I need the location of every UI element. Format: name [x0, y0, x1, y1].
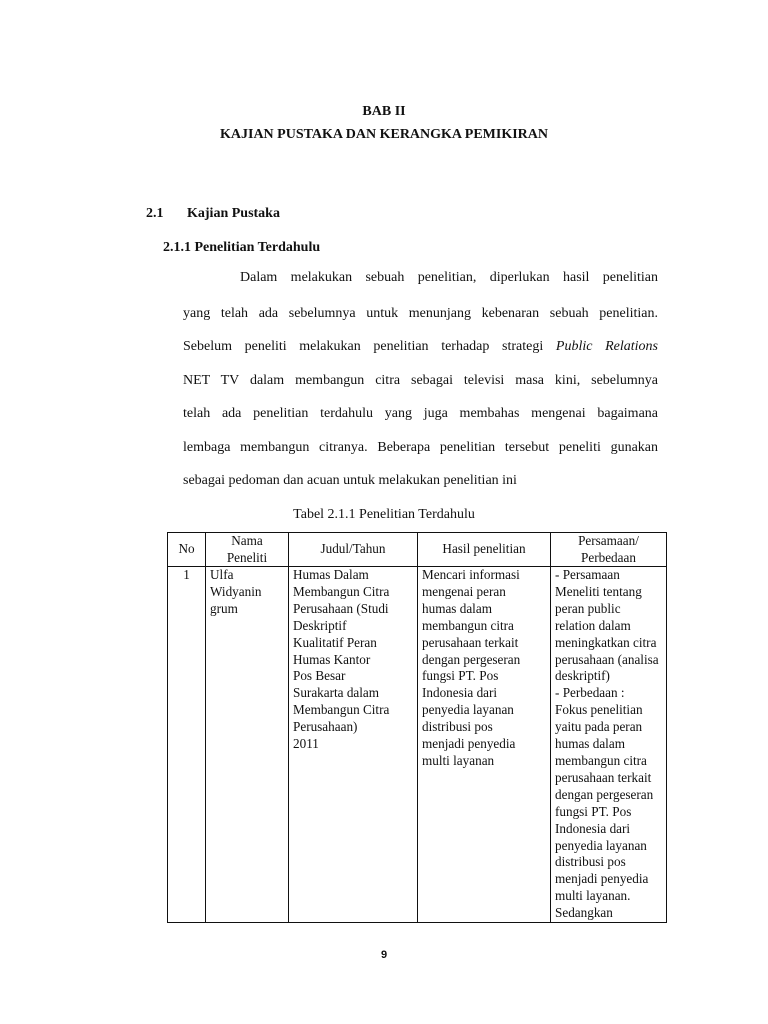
cell-line: perusahaan (analisa: [555, 651, 659, 667]
cell-line: multi layanan: [422, 752, 495, 768]
paragraph-line-text: Sebelum peneliti melakukan penelitian terhadap strategi: [183, 339, 544, 354]
paragraph-line: lembaga membangun citranya. Beberapa penelitian tersebut peneliti gunakan: [183, 440, 658, 455]
cell-line: Membangun Citra: [293, 583, 390, 599]
cell-line: multi layanan.: [555, 888, 631, 904]
paragraph-line: [183, 339, 658, 355]
header-line: Nama: [231, 533, 263, 548]
cell-line: mengenai peran: [422, 583, 506, 599]
header-persamaan-perbedaan: [551, 533, 667, 567]
cell-line: grum: [210, 600, 238, 616]
paragraph-line: Dalam melakukan sebuah penelitian, diperlukan hasil penelitian: [240, 270, 658, 285]
cell-line: perusahaan terkait: [422, 634, 519, 650]
cell-nama-peneliti: [206, 567, 289, 923]
cell-line: fungsi PT. Pos: [555, 803, 632, 819]
cell-line: peran public: [555, 600, 621, 616]
cell-line: menjadi penyedia: [422, 736, 516, 752]
cell-line: Mencari informasi: [422, 567, 520, 582]
table-row: [168, 567, 667, 923]
cell-no: 1: [168, 567, 206, 923]
cell-line: Deskriptif: [293, 617, 347, 633]
cell-line: penyedia layanan: [555, 837, 647, 853]
paragraph-line: telah ada penelitian terdahulu yang juga membahas mengenai bagaimana: [183, 406, 658, 421]
cell-line: dengan pergeseran: [422, 651, 521, 667]
paragraph-line: NET TV dalam membangun citra sebagai televisi masa kini, sebelumnya: [183, 373, 658, 388]
research-table: [167, 532, 667, 923]
header-line: Perbedaan: [581, 549, 636, 565]
cell-line: Humas Dalam: [293, 567, 369, 582]
cell-line: menjadi penyedia: [555, 871, 649, 887]
cell-line: distribusi pos: [555, 854, 626, 870]
cell-line: Indonesia dari: [555, 820, 631, 836]
chapter-label: BAB II: [362, 104, 406, 119]
header-hasil-penelitian: Hasil penelitian: [418, 533, 551, 567]
subsection-title: 2.1.1 Penelitian Terdahulu: [163, 240, 321, 255]
cell-line: 2011: [293, 736, 319, 752]
cell-line: humas dalam: [555, 736, 625, 752]
cell-line: penyedia layanan: [422, 702, 514, 718]
cell-line: deskriptif): [555, 668, 610, 684]
cell-line: Sedangkan: [555, 905, 613, 921]
cell-line: Fokus penelitian: [555, 702, 643, 718]
cell-line: Perusahaan (Studi: [293, 600, 389, 616]
cell-line: perusahaan terkait: [555, 769, 652, 785]
header-judul-tahun: Judul/Tahun: [289, 533, 418, 567]
header-line: Persamaan/: [578, 533, 639, 548]
cell-line: Perusahaan): [293, 719, 358, 735]
cell-line: Indonesia dari: [422, 685, 498, 701]
table-caption: Tabel 2.1.1 Penelitian Terdahulu: [293, 507, 475, 522]
cell-line: Surakarta dalam: [293, 685, 380, 701]
cell-line: - Perbedaan :: [555, 685, 625, 701]
cell-line: Humas Kantor: [293, 651, 371, 667]
cell-line: relation dalam: [555, 617, 631, 633]
cell-line: Ulfa: [210, 567, 234, 582]
cell-line: Meneliti tentang: [555, 583, 642, 599]
section-title: Kajian Pustaka: [187, 206, 280, 221]
section-number: 2.1: [146, 206, 164, 221]
header-no: No: [168, 533, 206, 567]
cell-line: Membangun Citra: [293, 702, 390, 718]
header-nama-peneliti: [206, 533, 289, 567]
cell-judul-tahun: [289, 567, 418, 923]
cell-line: - Persamaan: [555, 567, 620, 582]
cell-line: dengan pergeseran: [555, 786, 654, 802]
cell-line: Widyanin: [210, 583, 262, 599]
italic-phrase: Public Relations: [555, 339, 658, 354]
cell-line: yaitu pada peran: [555, 719, 643, 735]
chapter-title: KAJIAN PUSTAKA DAN KERANGKA PEMIKIRAN: [220, 127, 548, 142]
cell-line: fungsi PT. Pos: [422, 668, 499, 684]
cell-line: membangun citra: [555, 752, 647, 768]
header-line: Peneliti: [226, 549, 268, 565]
cell-line: meningkatkan citra: [555, 634, 657, 650]
cell-hasil-penelitian: [418, 567, 551, 923]
cell-line: humas dalam: [422, 600, 492, 616]
table-header-row: [168, 533, 667, 567]
page-number: 9: [380, 949, 388, 961]
cell-line: Pos Besar: [293, 668, 346, 684]
cell-persamaan-perbedaan: [551, 567, 667, 923]
cell-line: Kualitatif Peran: [293, 634, 377, 650]
paragraph-line: sebagai pedoman dan acuan untuk melakukan penelitian ini: [183, 473, 517, 488]
paragraph-line: yang telah ada sebelumnya untuk menunjang kebenaran sebuah penelitian.: [183, 306, 658, 321]
cell-line: distribusi pos: [422, 719, 493, 735]
cell-line: membangun citra: [422, 617, 514, 633]
